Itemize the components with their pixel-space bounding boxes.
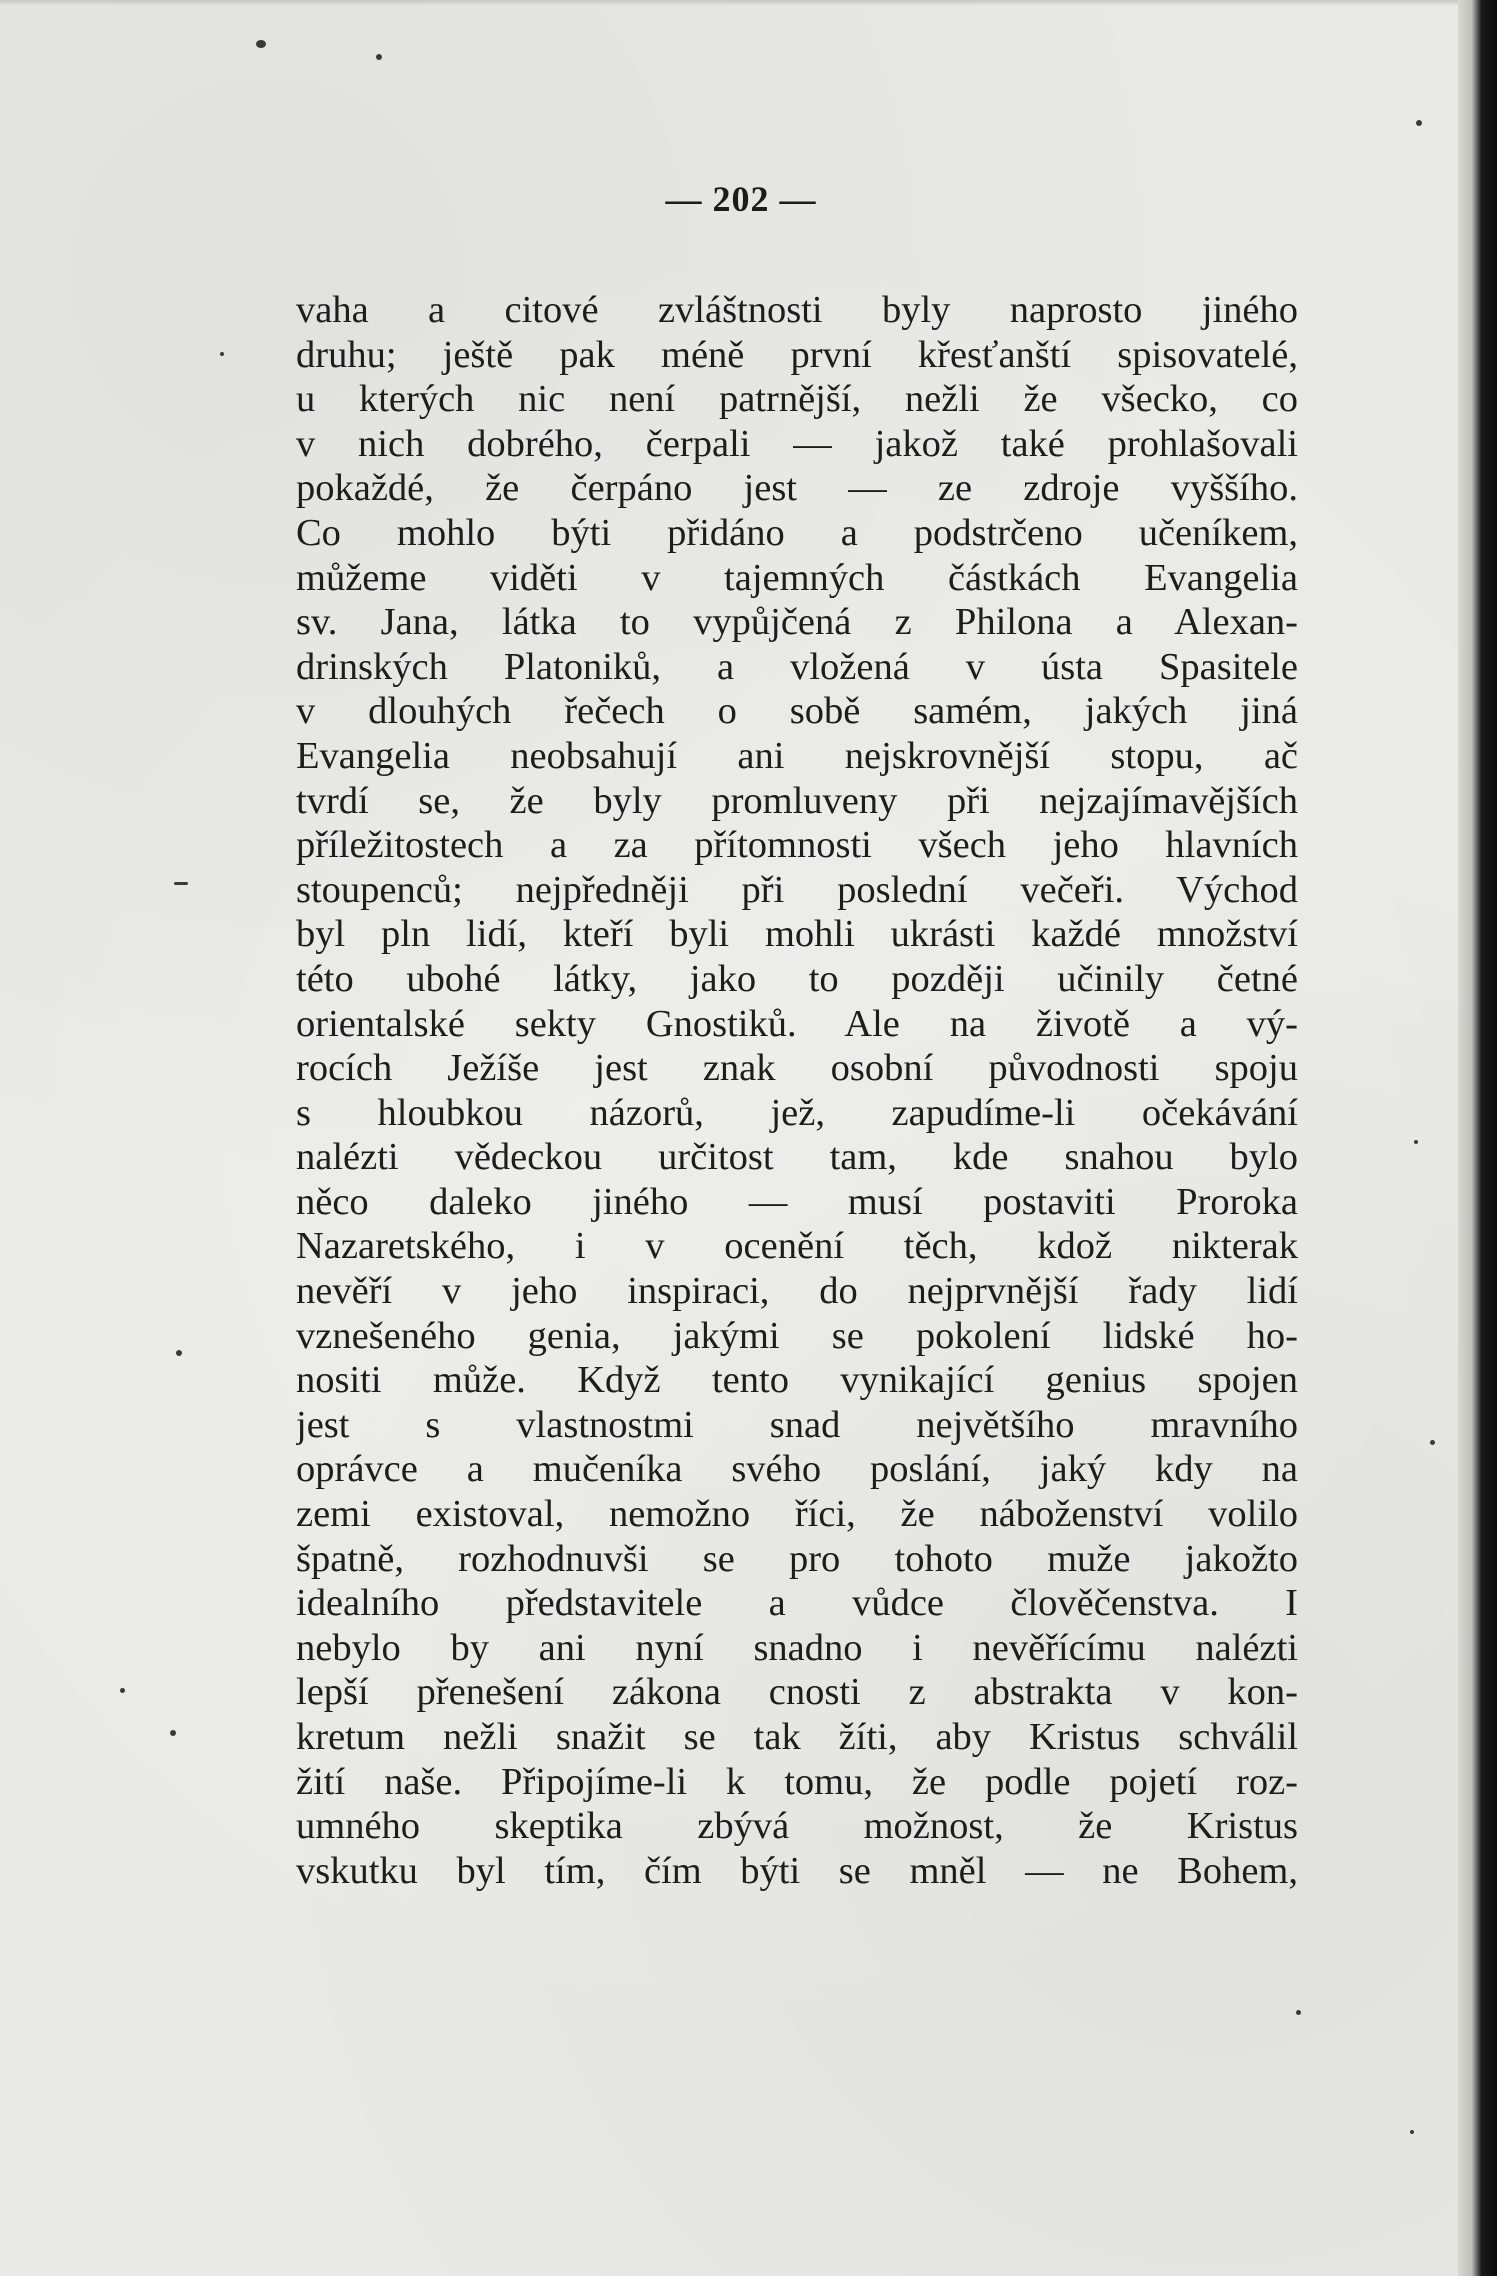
text-line: nevěří v jeho inspiraci, do nejprvnější řady lidí [296,1270,1298,1313]
text-line: vznešeného genia, jakými se pokolení lidské ho- [296,1314,1298,1357]
text-line: idealního představitele a vůdce člověčenstva. I [296,1582,1298,1625]
scan-speck [256,40,266,48]
body-text [296,288,1298,1893]
page-top-edge [0,0,1482,6]
text-line: lepší přenešení zákona cnosti z abstrakta v kon- [296,1671,1298,1714]
text-line: sv. Jana, látka to vypůjčená z Philona a Alexan- [296,601,1298,644]
text-line: Co mohlo býti přidáno a podstrčeno učeníkem, [296,511,1298,554]
text-line: zemi existoval, nemožno říci, že náboženství volilo [296,1493,1298,1536]
scan-speck [176,1350,182,1356]
text-line: jest s vlastnostmi snad největšího mravního [296,1403,1298,1446]
text-line: oprávce a mučeníka svého poslání, jaký kdy na [296,1448,1298,1491]
scan-speck [1414,1140,1418,1144]
text-line: v dlouhých řečech o sobě samém, jakých jiná [296,690,1298,733]
text-line: žití naše. Připojíme-li k tomu, že podle pojetí roz- [296,1760,1298,1803]
scan-speck [174,882,188,885]
scan-speck [376,54,382,60]
text-line: Nazaretského, i v ocenění těch, kdož nikterak [296,1225,1298,1268]
scan-speck [1416,120,1422,126]
text-line: stoupenců; nejpředněji při poslední večeři. Východ [296,868,1298,911]
text-line: špatně, rozhodnuvši se pro tohoto muže jakožto [296,1537,1298,1580]
text-line: nositi může. Když tento vynikající genius spojen [296,1359,1298,1402]
scan-speck [1410,2130,1414,2134]
text-line: drinských Platoniků, a vložená v ústa Spasitele [296,645,1298,688]
page-number: — 202 — [665,179,817,219]
scan-speck [1430,1440,1435,1445]
scan-speck [120,1688,125,1693]
text-line: této ubohé látky, jako to později učinily četné [296,957,1298,1000]
text-line: s hloubkou názorů, jež, zapudíme-li očekávání [296,1091,1298,1134]
scan-speck [220,352,224,356]
text-line: můžeme viděti v tajemných částkách Evangelia [296,556,1298,599]
text-line: kretum nežli snažit se tak žíti, aby Kristus schválil [296,1716,1298,1758]
text-line: pokaždé, že čerpáno jest — ze zdroje vyššího. [296,467,1298,510]
text-line: umného skeptika zbývá možnost, že Kristus [296,1805,1298,1848]
text-line: vskutku byl tím, čím býti se mněl — ne Bohem, [296,1849,1298,1892]
scan-speck [1296,2010,1301,2015]
text-line: v nich dobrého, čerpali — jakož také prohlašovali [296,422,1298,465]
text-line: orientalské sekty Gnostiků. Ale na životě a vý- [296,1002,1298,1045]
text-line: nebylo by ani nyní snadno i nevěřícímu nalézti [296,1626,1298,1669]
page-right-edge [1458,0,1497,2276]
text-line: u kterých nic není patrnější, nežli že všecko, co [296,378,1298,421]
text-line: tvrdí se, že byly promluveny při nejzajímavějších [296,779,1298,822]
text-line: něco daleko jiného — musí postaviti Proroka [296,1180,1298,1223]
text-line: byl pln lidí, kteří byli mohli ukrásti každé množství [296,913,1298,956]
text-line: příležitostech a za přítomnosti všech jeho hlavních [296,824,1298,867]
text-line: nalézti vědeckou určitost tam, kde snahou bylo [296,1136,1298,1179]
text-line: vaha a citové zvláštnosti byly naprosto jiného [296,289,1298,331]
text-line: druhu; ještě pak méně první křesťanští spisovatelé, [296,333,1298,376]
scan-speck [170,1730,176,1736]
text-line: Evangelia neobsahují ani nejskrovnější stopu, ač [296,734,1298,777]
text-line: rocích Ježíše jest znak osobní původnosti spoju [296,1047,1298,1090]
